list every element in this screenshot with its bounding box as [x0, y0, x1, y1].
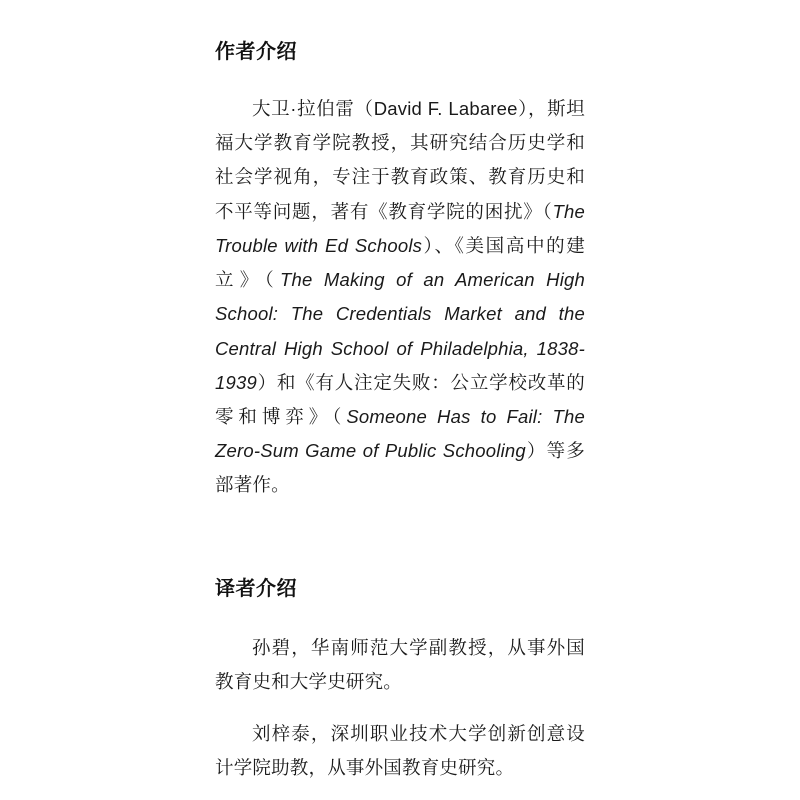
- book-title-making-of-an-american-high-school: The Making of an American High School: The Credentials Market and the Central High School of Philadelphia, 1838-1939: [215, 269, 585, 393]
- author-intro-lead-text: 大卫·拉伯雷（David F. Labaree），斯坦福大学教育学院教授，其研究结合历史学和社会学视角，专注于教育政策、教育历史和不平等问题，著有《教育学院的困扰》（: [215, 98, 585, 222]
- page-title-translator-intro: 译者介绍: [215, 577, 297, 600]
- translator-paragraph-liu-zitai: 刘梓泰，深圳职业技术大学创新创意设计学院助教，从事外国教育史研究。: [215, 723, 585, 779]
- author-intro-mid-text-1: ）、《美国高中的建立》（: [215, 234, 585, 291]
- book-title-someone-has-to-fail: Someone Has to Fail: The Zero-Sum Game of Public Schooling: [215, 405, 585, 462]
- author-intro-tail-text: ）等多部著作。: [215, 440, 585, 496]
- book-title-trouble-with-ed-schools: The Trouble with Ed Schools: [215, 200, 585, 256]
- translator-paragraph-sun-bi: 孙碧，华南师范大学副教授，从事外国教育史和大学史研究。: [215, 636, 585, 692]
- author-intro-paragraph: [215, 92, 585, 503]
- page-title-author-intro: 作者介绍: [215, 41, 297, 63]
- author-intro-mid-text-2: ）和《有人注定失败：公立学校改革的零和博弈》（: [215, 371, 585, 427]
